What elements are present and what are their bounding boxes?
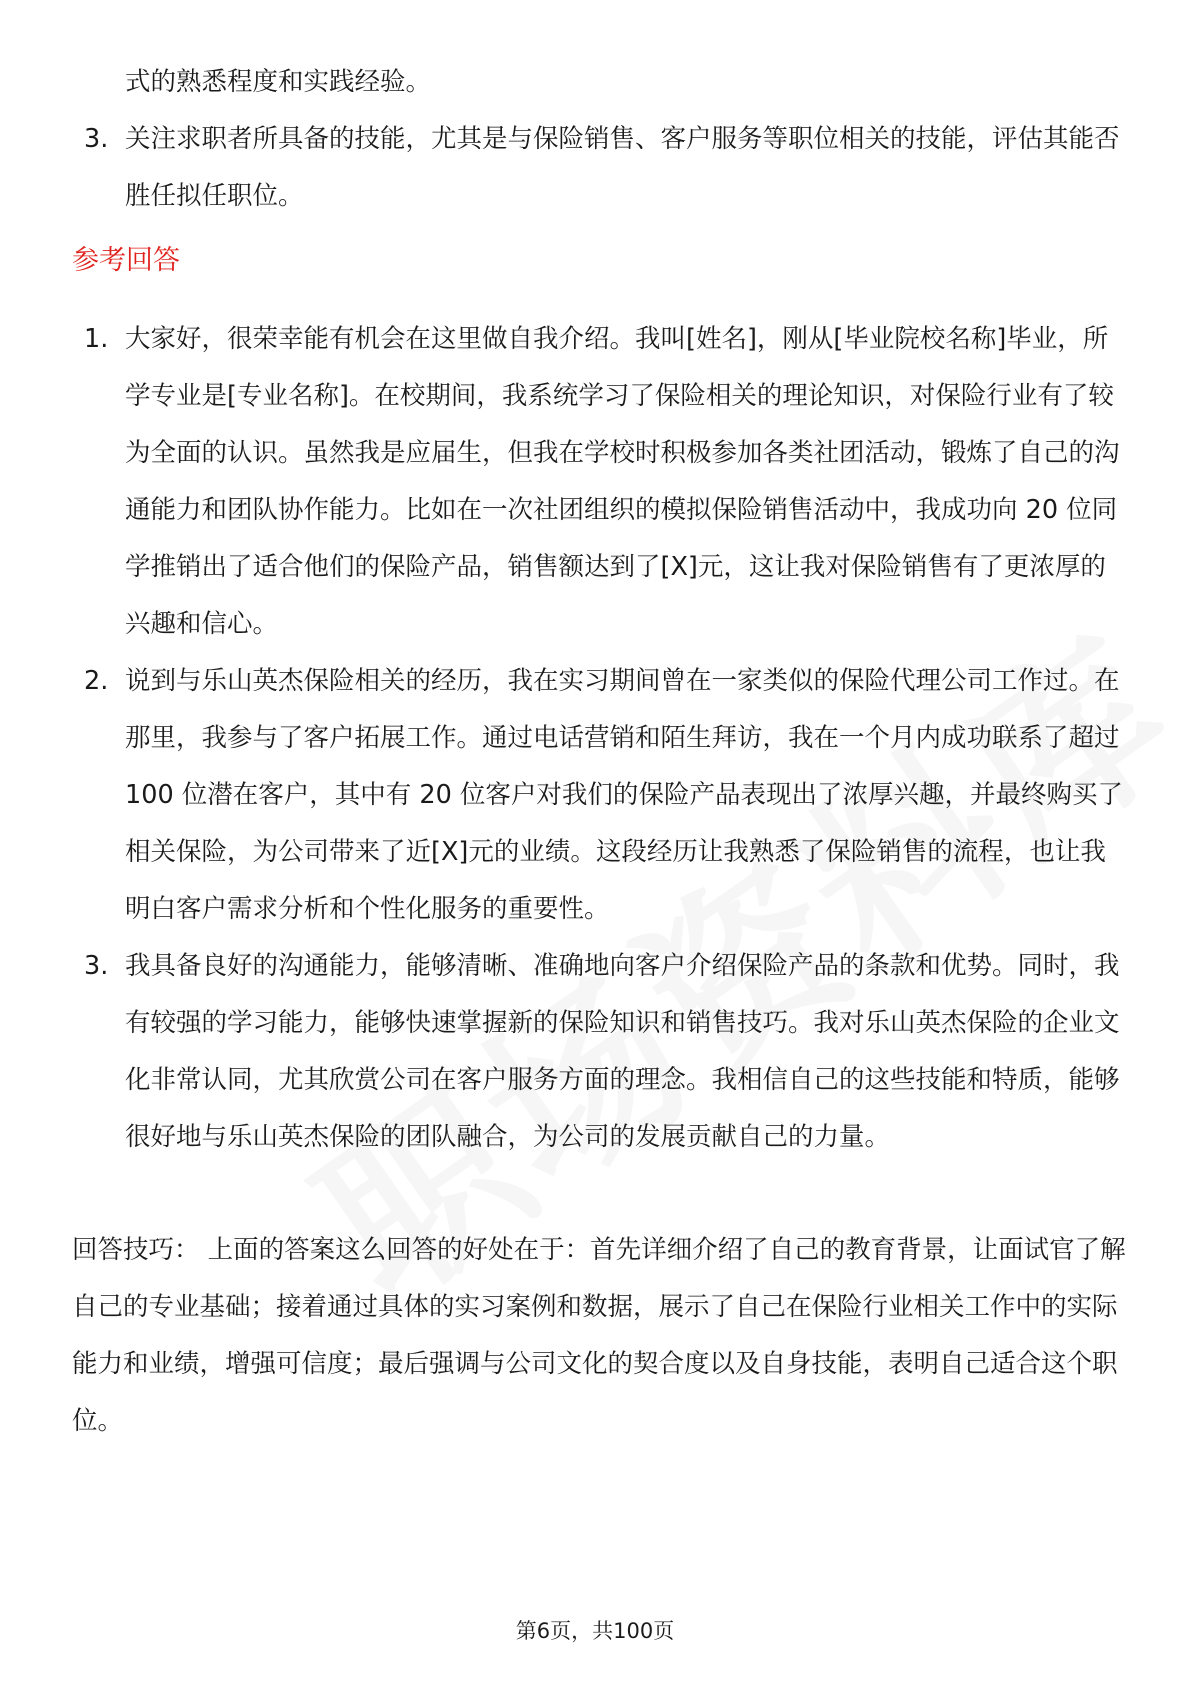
list-item-number: 2.	[84, 666, 109, 696]
page-footer: 第6页，共100页	[515, 1619, 675, 1643]
answer-tips-paragraph: 回答技巧： 上面的答案这么回答的好处在于：首先详细介绍了自己的教育背景，让面试官了解自己的专业基础；接着通过具体的实习案例和数据，展示了自己在保险行业相关工作中的实际能力和业绩，增强可信度；最后强调与公司文化的契合度以及自身技能，表明自己适合这个职位。	[72, 1235, 1126, 1436]
list-item-text: 关注求职者所具备的技能，尤其是与保险销售、客户服务等职位相关的技能，评估其能否胜任拟任职位。	[125, 124, 1120, 211]
list-item-number: 1.	[84, 324, 109, 354]
list-item-text: 大家好，很荣幸能有机会在这里做自我介绍。我叫[姓名]，刚从[毕业院校名称]毕业，所学专业是[专业名称]。在校期间，我系统学习了保险相关的理论知识，对保险行业有了较为全面的认识。虽然我是应届生，但我在学校时积极参加各类社团活动，锻炼了自己的沟通能力和团队协作能力。比如在一次社团组织的模拟保险销售活动中，我成功向 20 位同学推销出了适合他们的保险产品，销售额达到了[X]元，这让我对保险销售有了更浓厚的兴趣和信心。	[125, 324, 1120, 639]
criteria-list	[0, 111, 1190, 225]
continuation-text: 式的熟悉程度和实践经验。	[125, 67, 432, 97]
reference-answer-list	[0, 311, 1190, 1166]
list-item	[0, 653, 1190, 938]
list-item	[0, 111, 1190, 225]
list-item-text: 我具备良好的沟通能力，能够清晰、准确地向客户介绍保险产品的条款和优势。同时，我有较强的学习能力，能够快速掌握新的保险知识和销售技巧。我对乐山英杰保险的企业文化非常认同，尤其欣赏公司在客户服务方面的理念。我相信自己的这些技能和特质，能够很好地与乐山英杰保险的团队融合，为公司的发展贡献自己的力量。	[125, 951, 1120, 1152]
list-item	[0, 938, 1190, 1166]
list-item-number: 3.	[84, 124, 109, 154]
list-item-text: 说到与乐山英杰保险相关的经历，我在实习期间曾在一家类似的保险代理公司工作过。在那里，我参与了客户拓展工作。通过电话营销和陌生拜访，我在一个月内成功联系了超过 100 位潜在客户，其中有 20 位客户对我们的保险产品表现出了浓厚兴趣，并最终购买了相关保险，为公司带来了近[X]元的业绩。这段经历让我熟悉了保险销售的流程，也让我明白客户需求分析和个性化服务的重要性。	[125, 666, 1123, 924]
reference-answer-heading: 参考回答	[72, 245, 180, 276]
list-item-number: 3.	[84, 951, 109, 981]
list-item	[0, 311, 1190, 653]
